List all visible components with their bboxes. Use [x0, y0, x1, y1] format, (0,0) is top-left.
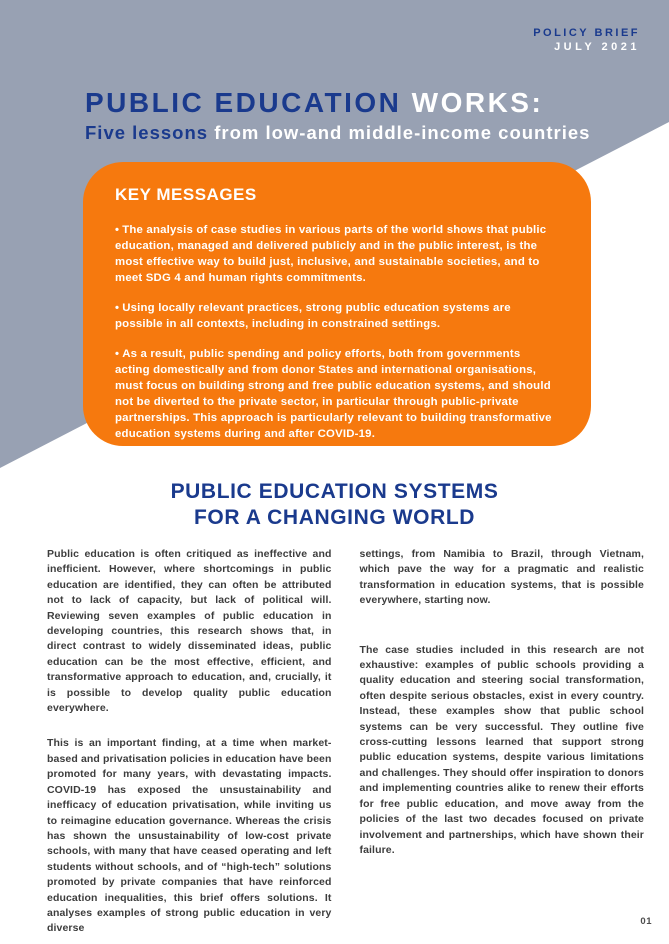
page-subtitle — [85, 122, 590, 144]
key-messages-heading: KEY MESSAGES — [115, 185, 257, 204]
body-column-right — [360, 547, 645, 937]
body-paragraph: settings, from Namibia to Brazil, through Vietnam, which pave the way for a pragmatic and realistic transformation in education systems, that is possible everywhere, starting now. — [359, 548, 644, 607]
section-heading-line1: PUBLIC EDUCATION SYSTEMS — [170, 480, 499, 503]
title-main-white: WORKS: — [411, 87, 544, 118]
key-message-text: The analysis of case studies in various parts of the world shows that public education, managed and delivered publicly and in the public interest, is the most effective way to build just, inclusive, and sustainable societies, and to meet SDG 4 and human rights commitments. — [115, 224, 547, 284]
masthead — [533, 27, 640, 55]
body-paragraph: The case studies included in this research are not exhaustive: examples of public schools providing a quality education and steering social transformation, often despite serious obstacles, exist in every country. Instead, these examples show that public school systems can be very successful. They outline five cross-cutting lessons learned that support strong public education systems, despite various limitations and challenges. They should offer inspiration to donors and implementing countries alike to renew their efforts for free public education, and move away from the policies of the last two decades focused on private involvement and partnerships, which have shown their failure. — [359, 643, 644, 856]
bullet-icon: • — [115, 348, 120, 360]
key-message-item — [115, 300, 557, 332]
key-message-item — [115, 346, 557, 442]
key-message-item — [115, 222, 557, 286]
page-title — [85, 88, 590, 119]
body-text — [47, 547, 644, 937]
body-column-left — [47, 547, 332, 937]
masthead-kicker: POLICY BRIEF — [533, 27, 640, 39]
key-messages-box — [83, 162, 591, 446]
subtitle-white: from low-and middle-income countries — [214, 121, 591, 143]
key-message-text: Using locally relevant practices, strong public education systems are possible in all contexts, including in constrained settings. — [115, 302, 511, 330]
title-main-navy: PUBLIC EDUCATION — [85, 87, 412, 118]
page-number: 01 — [640, 916, 652, 927]
bullet-icon: • — [115, 224, 120, 236]
body-paragraph: Public education is often critiqued as ineffective and inefficient. However, where shortcomings in public education are identified, they can often be attributed not to lack of capacity, but lack of political will. Reviewing seven examples of public education in developing countries, this research shows that, in direct contrast to widely disseminated ideas, public education can be the most effective, efficient, and transformative approach to education, and, crucially, it is possible to develop quality public education everywhere. — [47, 548, 332, 715]
bullet-icon: • — [115, 302, 120, 314]
subtitle-navy: Five lessons — [85, 121, 215, 143]
masthead-date: JULY 2021 — [554, 40, 640, 53]
title-block — [85, 88, 590, 144]
section-heading — [0, 479, 669, 531]
body-paragraph: This is an important finding, at a time when market-based and privatisation policies in education have been promoted for many years, with devastating impacts. COVID-19 has exposed the unsustainability and inefficacy of education privatisation, while inviting us to reimagine education governance. Whereas the crisis has shown the unsustainability of low-cost private schools, with many that have ceased operating and left students without schools, and of “high-tech” solutions promoted by private companies that have reinforced education inequalities, this brief offers solutions. It analyses examples of strong public education in very diverse — [47, 737, 332, 935]
section-heading-line2: FOR A CHANGING WORLD — [193, 506, 476, 529]
key-message-text: As a result, public spending and policy efforts, both from governments acting domestically and from donor States and international organisations, must focus on building strong and free public education systems, and should not be diverted to the private sector, in particular through public-private partnerships. This approach is particularly relevant to building transformative education systems during and after COVID-19. — [115, 348, 552, 440]
